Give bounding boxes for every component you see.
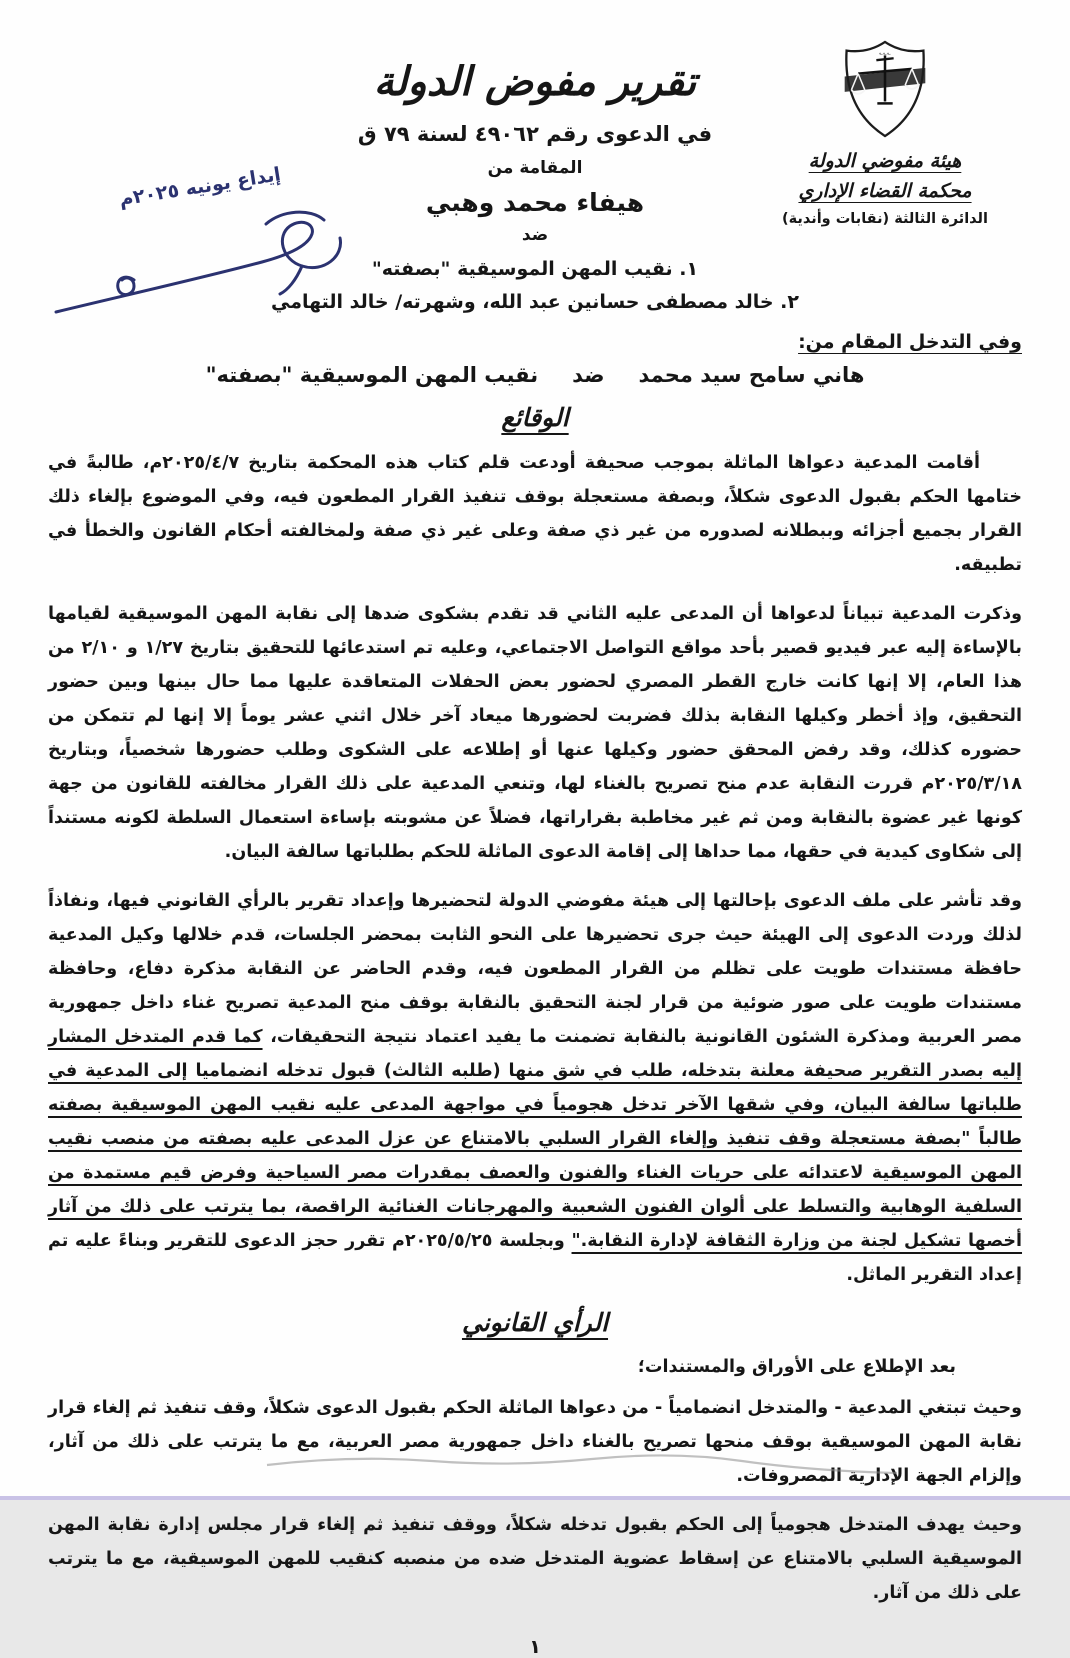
handwriting-block bbox=[52, 148, 352, 318]
defendant-2: ٢. خالد مصطفى حسانين عبد الله، وشهرته/ خالد التهامي bbox=[270, 291, 800, 313]
case-number-line: في الدعوى رقم ٤٩٠٦٢ لسنة ٧٩ ق bbox=[357, 122, 713, 146]
facts-paragraph-3-underlined: كما قدم المتدخل المشار إليه بصدر التقرير صحيفة معلنة بتدخله، طلب في شق منها (طلبه الثالث) قبول تدخله انضماميا إلى المدعية في طلباتها سالفة البيان، وفي شقها الآخر تدخل هجومياً في مواجهة المدعى عليه نقيب المهن الموسيقية بصفته طالباً "بصفة مستعجلة وقف تنفيذ وإلغاء القرار السلبي بالامتناع عن عزل المدعى عليه بصفته من منصب نقيب المهن الموسيقية لاعتدائه على حريات الغناء والفنون والعصف بمقدرات مصر السياحية وفرض قيم مستمدة من السلفية الوهابية والتسلط على ألوان الفنون الشعبية والمهرجانات الغنائية الراقصة، بما يترتب على ذلك من آثار أخصها تشكيل لجنة من وزارة الثقافة لإدارة النقابة." bbox=[48, 1027, 1023, 1251]
letterhead-org-line3: الدائرة الثالثة (نقابات وأندية) bbox=[782, 211, 988, 227]
opinion-paragraph-1-text: وحيث تبتغي المدعية - والمتدخل انضمامياً - من دعواها الماثلة الحكم بقبول الدعوى شكلاً، وقف تنفيذ ثم إلغاء قرار نقابة المهن الموسيقية بوقف منحها تصريح بالغناء داخل جمهورية مصر العربية، مع ما يترتب على ذلك من آثار، وإلزام الجهة الإدارية المصروفات. bbox=[48, 1398, 1022, 1486]
facts-paragraph-3-start: وقد تأشر على ملف الدعوى بإحالتها إلى هيئة مفوضي الدولة لتحضيرها وإعداد تقرير بالرأي القانوني فيها، ونفاذاً لذلك وردت الدعوى إلى الهيئة حيث جرى تحضيرها على النحو الثابت بمحضر الجلسات، قدم خلالها وكيل المدعية حافظة مستندات طويت على تظلم من القرار المطعون فيه، وقدم الحاضر عن النقابة مذكرة دفاع، وحافظة مستندات طويت على صور ضوئية من قرار لجنة التحقيق بالنقابة بوقف منح المدعية تصريح غناء داخل جمهورية مصر العربية ومذكرة الشئون القانونية بالنقابة تضمنت ما يفيد اعتماد نتيجة التحقيقات، bbox=[48, 891, 1022, 1047]
intervention-heading: وفي التدخل المقام من: bbox=[798, 331, 1022, 353]
versus-label: ضد bbox=[521, 225, 549, 245]
letterhead-org-line1: هيئة مفوضي الدولة bbox=[808, 150, 962, 172]
filed-by-label: المقامة من bbox=[487, 158, 583, 178]
intervention-versus-label: ضد bbox=[572, 363, 605, 387]
defendant-1: ١. نقيب المهن الموسيقية "بصفته" bbox=[371, 258, 699, 280]
plaintiff-name: هيفاء محمد وهبي bbox=[425, 188, 645, 217]
opinion-intro-line: بعد الإطلاع على الأوراق والمستندات؛ bbox=[637, 1357, 956, 1377]
page-number: ١ bbox=[529, 1636, 541, 1658]
opinion-paragraph-1 bbox=[48, 1391, 1022, 1493]
facts-paragraph-1: أقامت المدعية دعواها الماثلة بموجب صحيفة أودعت قلم كتاب هذه المحكمة بتاريخ ٢٠٢٥/٤/٧م، طالبةً في ختامها الحكم بقبول الدعوى شكلاً، وبصفة مستعجلة بوقف تنفيذ القرار المطعون فيه، وفي الموضوع بإلغاء ذلك القرار بجميع أجزائه وببطلانه لصدوره من غير ذي صفة وعلى غير ذي صفة ولمخالفته أحكام القانون والخطأ في تطبيقه. bbox=[48, 453, 1022, 575]
handwritten-deposit-note: إيداع يونيه ٢٠٢٥م bbox=[117, 163, 283, 211]
intervenor-name: هاني سامح سيد محمد bbox=[638, 363, 865, 387]
justice-scales-shield-icon bbox=[837, 38, 933, 140]
letterhead bbox=[760, 38, 1010, 232]
facts-paragraph-3-end: وبجلسة ٢٠٢٥/٥/٢٥م تقرر حجز الدعوى للتقرير وبناءً عليه تم إعداد التقرير الماثل. bbox=[48, 1231, 1022, 1285]
svg-text:؎؎؎: ؎؎؎ bbox=[879, 48, 891, 57]
facts-section-heading: الوقائع bbox=[501, 403, 569, 432]
legal-opinion-heading: الرأي القانوني bbox=[461, 1308, 609, 1337]
opinion-paragraph-2: وحيث يهدف المتدخل هجومياً إلى الحكم بقبول تدخله شكلاً، ووقف تنفيذ ثم إلغاء قرار مجلس إدارة نقابة المهن الموسيقية السلبي بالامتناع عن إسقاط عضوية المتدخل ضده من منصبه كنقيب للمهن الموسيقية، مع ما يترتب على ذلك من آثار. bbox=[48, 1515, 1022, 1603]
scan-edge-artifact bbox=[0, 1496, 1070, 1500]
facts-paragraph-2: وذكرت المدعية تبياناً لدعواها أن المدعى عليه الثاني قد تقدم بشكوى ضدها إلى نقابة المهن الموسيقية لقيامها بالإساءة إليه عبر فيديو قصير بأحد مواقع التواصل الاجتماعي، وعليه تم استدعائها للتحقيق بتاريخ ١/٢٧ و ٢/١٠ من هذا العام، إلا إنها كانت خارج القطر المصري لحضور بعض الحفلات المتعاقدة عليها مما حال بينها وبين حضور التحقيق، وإذ أخطر وكيلها النقابة بذلك فضربت لحضورها ميعاد آخر خلال اثني عشر يوماً إلا إنها لم تتمكن من حضوره كذلك، وقد رفض المحقق حضور وكيلها عنها أو إطلاعه على الشكوى وطلب حضورها شخصياً، وبتاريخ ٢٠٢٥/٣/١٨م قررت النقابة عدم منح تصريح بالغناء لها، وتنعي المدعية على ذلك القرار مخالفته للقانون من جهة كونها غير عضوة بالنقابة ومن ثم غير مخاطبة بقراراتها، فضلاً عن مشوبته بإساءة استعمال السلطة لكونه مستنداً إلى شكاوى كيدية في حقها، مما حداها إلى إقامة الدعوى الماثلة للحكم بطلباتها سالفة البيان. bbox=[48, 604, 1022, 862]
handwritten-signature bbox=[52, 194, 352, 324]
facts-paragraph-3 bbox=[48, 884, 1022, 1292]
letterhead-org-line2: محكمة القضاء الإداري bbox=[798, 180, 972, 202]
document-title: تقرير مفوض الدولة bbox=[373, 59, 697, 105]
intervention-parties-line bbox=[48, 363, 1022, 387]
intervention-respondent: نقيب المهن الموسيقية "بصفته" bbox=[205, 363, 539, 387]
